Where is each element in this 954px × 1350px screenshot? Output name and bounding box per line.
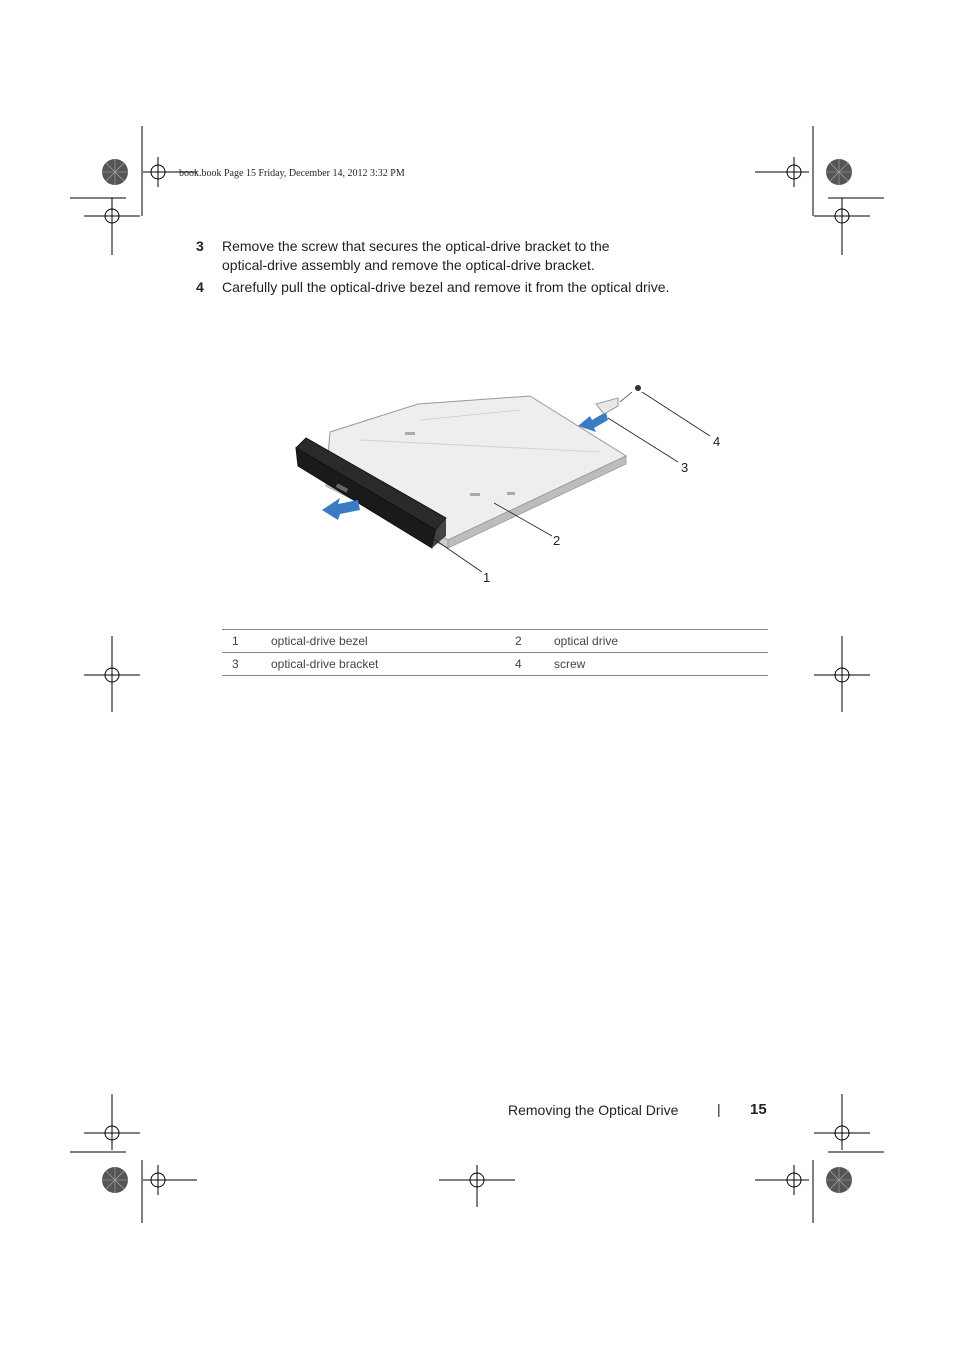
footer-chapter-title: Removing the Optical Drive	[508, 1102, 679, 1118]
callout-number: 3	[232, 657, 239, 671]
step-4-number: 4	[196, 279, 204, 295]
callout-number: 1	[232, 634, 239, 648]
callout-4: 4	[713, 434, 721, 449]
step-3-number: 3	[196, 238, 204, 254]
callout-label: optical drive	[554, 634, 619, 648]
callout-3: 3	[681, 460, 689, 475]
optical-drive-figure	[280, 375, 740, 590]
step-3-text	[222, 237, 762, 275]
footer-separator: |	[717, 1101, 721, 1117]
optical-drive-body	[326, 396, 626, 540]
callout-label: optical-drive bezel	[271, 634, 368, 648]
step-3-line-1: Remove the screw that secures the optical-drive bracket to the	[222, 238, 610, 254]
step-4-text: Carefully pull the optical-drive bezel and remove it from the optical drive.	[222, 279, 670, 295]
callout-1: 1	[483, 570, 491, 585]
callout-label: optical-drive bracket	[271, 657, 379, 671]
callout-2: 2	[553, 533, 561, 548]
callout-number: 4	[515, 657, 522, 671]
callout-number: 2	[515, 634, 522, 648]
page-number: 15	[750, 1101, 767, 1118]
optical-drive-bracket	[596, 398, 618, 414]
step-3-line-2: optical-drive assembly and remove the optical-drive bracket.	[222, 257, 595, 273]
print-header-line: book.book Page 15 Friday, December 14, 2012 3:32 PM	[179, 168, 405, 179]
pull-arrow	[322, 498, 360, 520]
callout-label: screw	[554, 657, 586, 671]
table-row	[222, 653, 768, 676]
table-row	[222, 630, 768, 653]
callout-table	[222, 629, 768, 676]
screw	[620, 385, 641, 402]
